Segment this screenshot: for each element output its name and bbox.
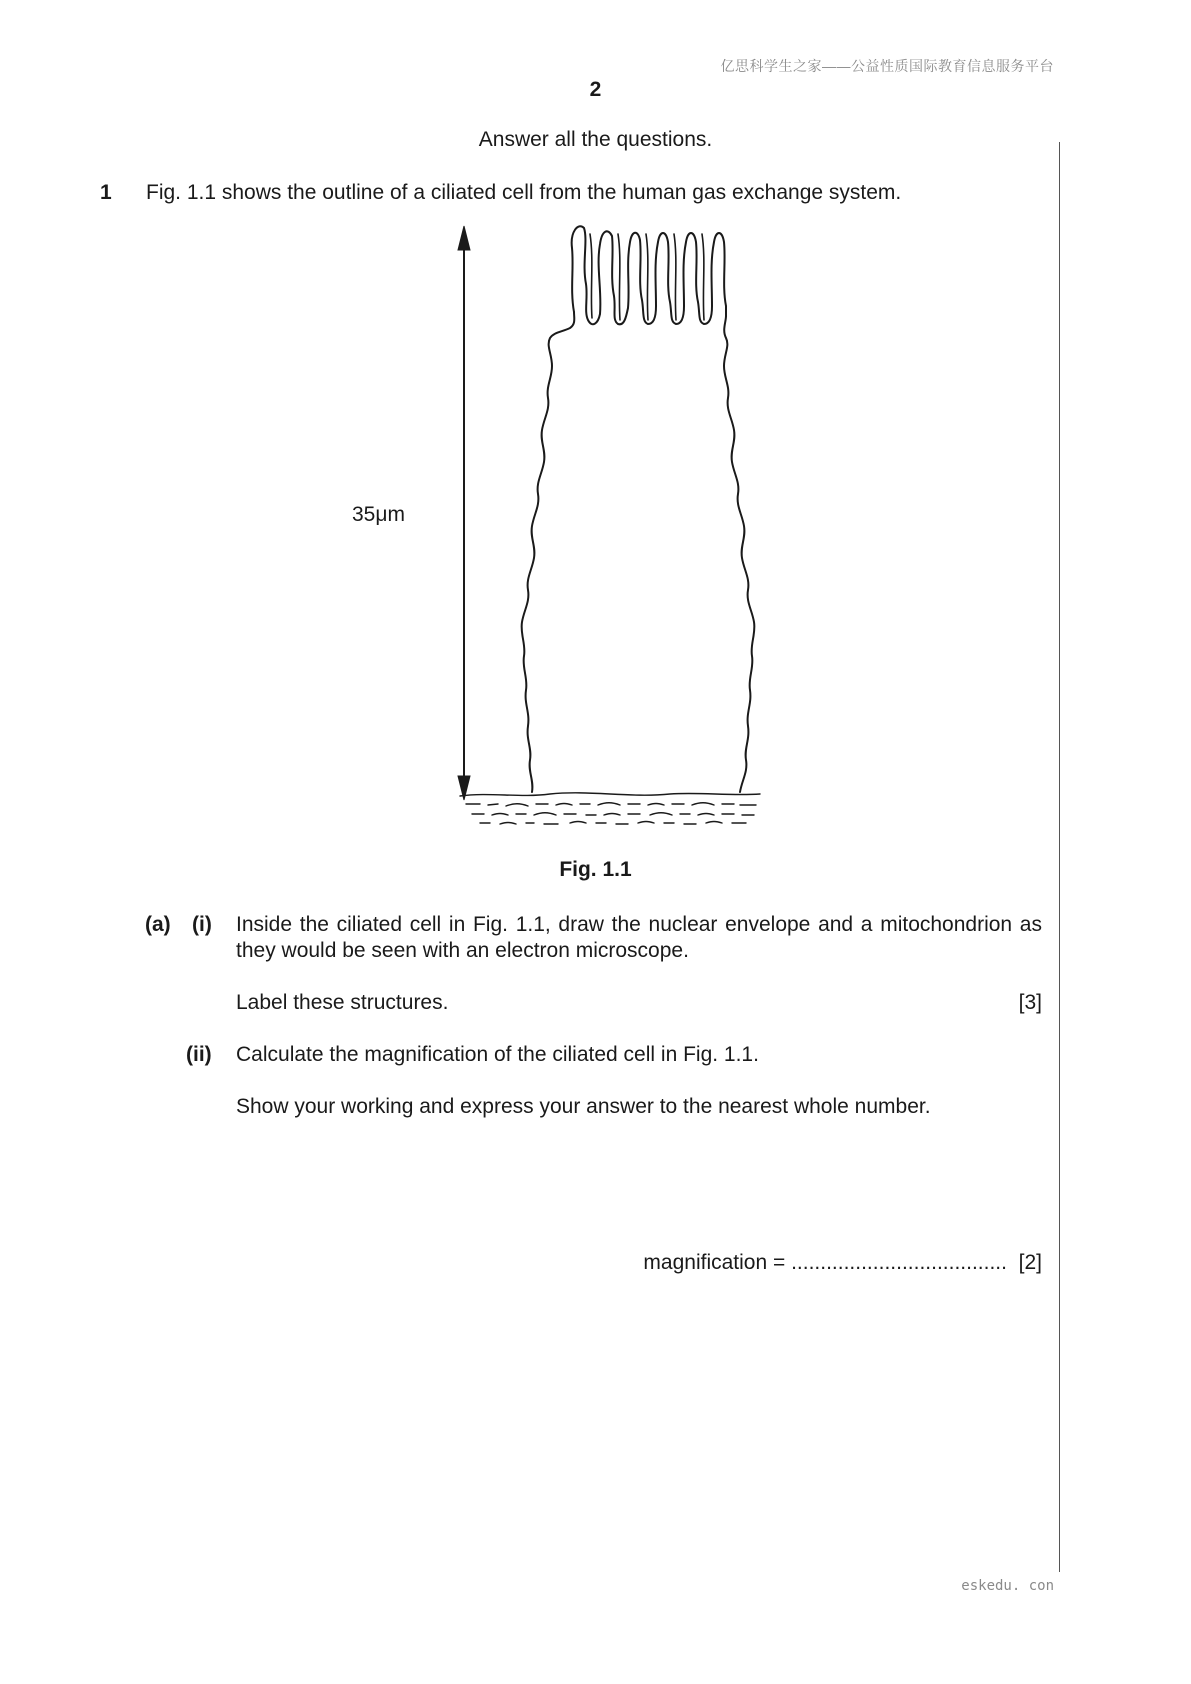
part-i-question-text: Inside the ciliated cell in Fig. 1.1, draw the nuclear envelope and a mitochondrion as they would be seen with an electron microscope.: [236, 913, 1042, 962]
footer-watermark: eskedu. con: [961, 1578, 1054, 1594]
header-watermark: 亿思科学生之家——公益性质国际教育信息服务平台: [720, 58, 1054, 74]
page-number: 2: [589, 78, 602, 101]
part-a-label: (a): [145, 913, 171, 936]
part-ii-question-text: Calculate the magnification of the ciliated cell in Fig. 1.1.: [236, 1043, 759, 1066]
scale-label: 35μm: [352, 503, 405, 526]
part-i-label: (i): [192, 913, 212, 936]
part-ii-instruction: Show your working and express your answer to the nearest whole number.: [236, 1095, 931, 1118]
part-ii-label: (ii): [186, 1043, 212, 1066]
exam-instruction: Answer all the questions.: [478, 128, 713, 151]
answer-prompt: magnification = .....................................: [643, 1251, 1007, 1274]
part-i-instruction: Label these structures.: [236, 991, 449, 1014]
magnification-answer-line[interactable]: [520, 1250, 1042, 1276]
ciliated-cell-drawing: [330, 220, 810, 840]
cell-outline: [522, 226, 755, 792]
part-ii-marks: [2]: [1018, 1251, 1042, 1274]
question-intro: Fig. 1.1 shows the outline of a ciliated cell from the human gas exchange system.: [146, 181, 902, 204]
question-number: 1: [100, 181, 112, 204]
ciliated-cell-figure: [330, 220, 810, 840]
scale-arrow: [458, 226, 470, 800]
part-i-marks: [3]: [1018, 991, 1042, 1014]
figure-caption: Fig. 1.1: [559, 858, 632, 881]
basement-membrane: [460, 793, 760, 824]
margin-rule: [1059, 142, 1060, 1572]
